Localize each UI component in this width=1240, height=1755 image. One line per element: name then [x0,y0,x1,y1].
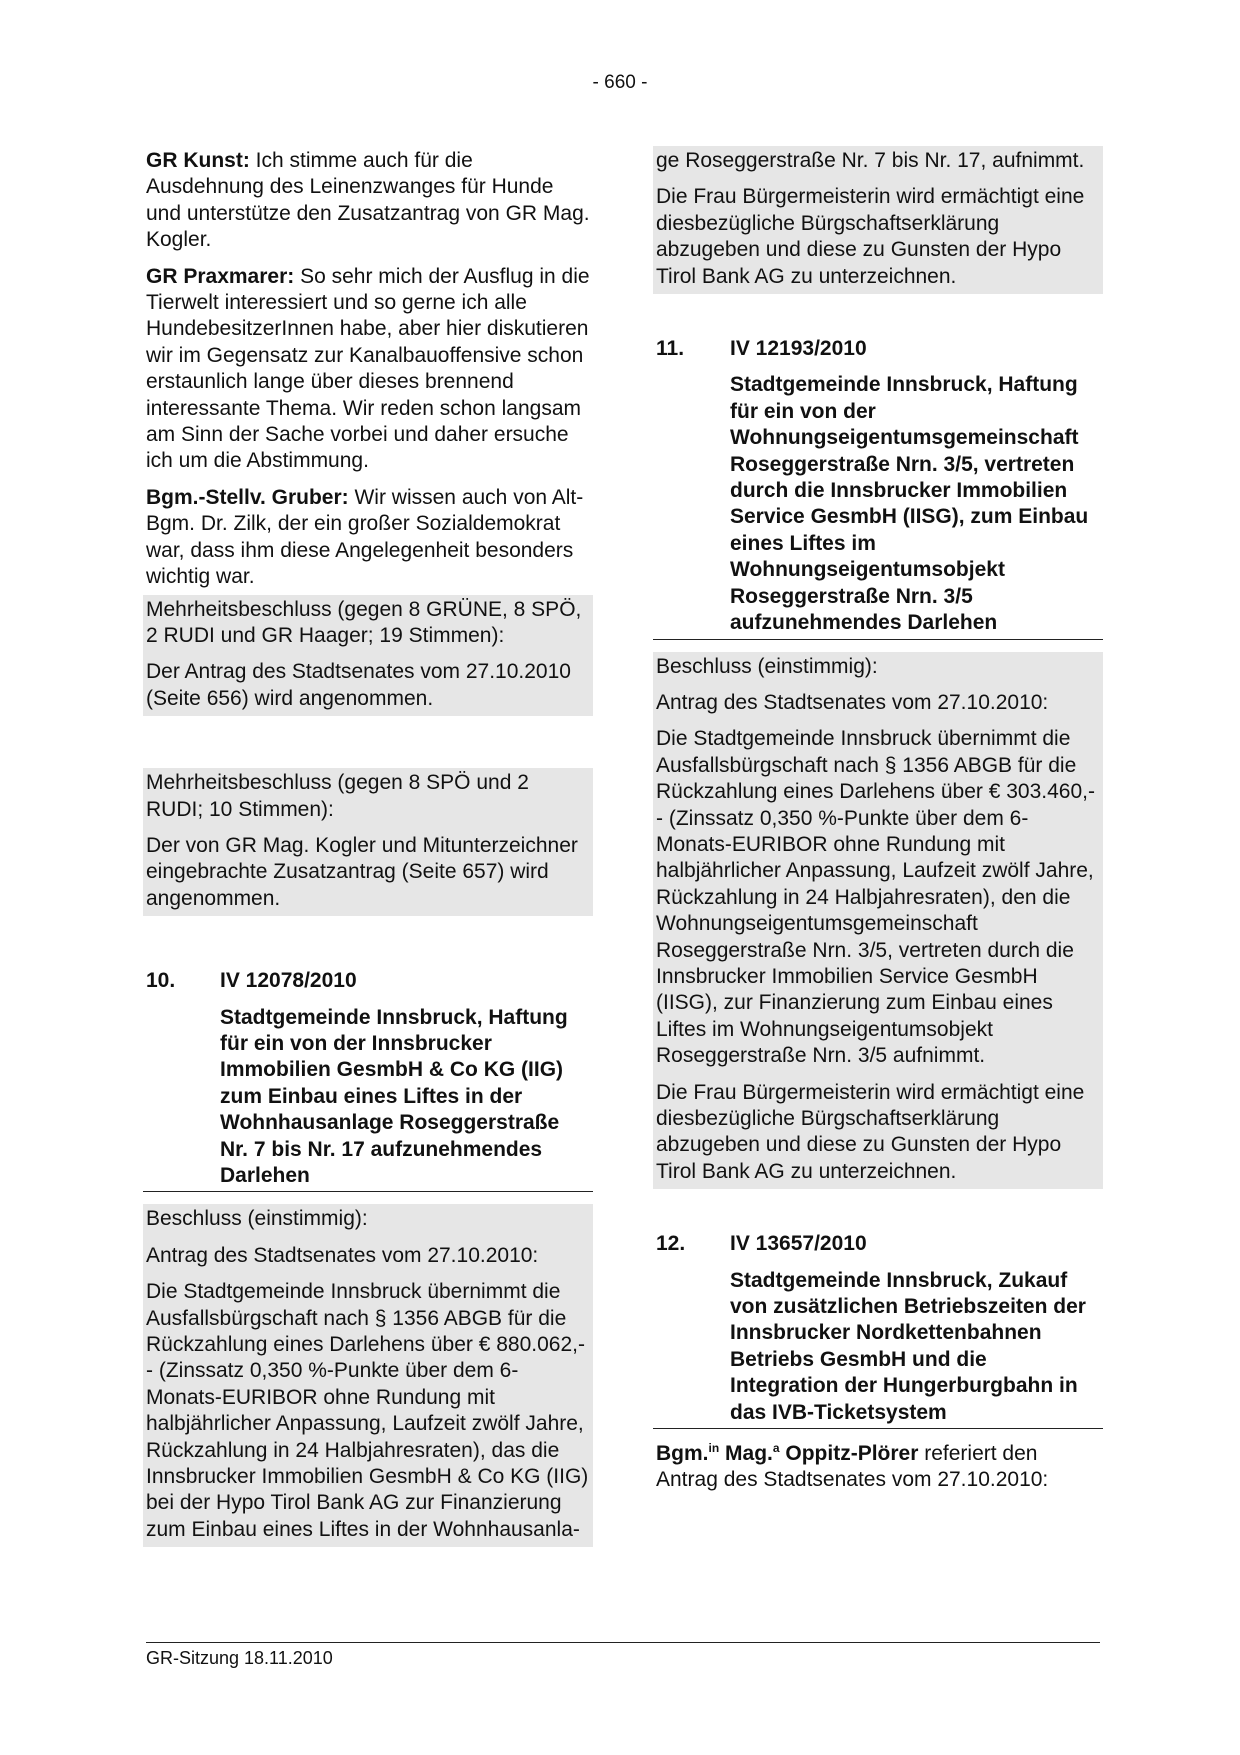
item-10-title: Stadtgemeinde Innsbruck, Haftung für ein von der Innsbrucker Immobilien GesmbH & Co KG (IIG) zum Einbau eines Liftes in der Wohnhausanlage Roseggerstraße Nr. 7 bis Nr. 17 aufzunehmendes Darlehen [220,1005,568,1187]
speech-gruber [146,485,590,591]
divider [653,639,1103,640]
resolution-text: Die Stadtgemeinde Innsbruck übernimmt die Ausfallsbürgschaft nach § 1356 ABGB für die Rückzahlung eines Darlehens über € 880.062,-- (Zinssatz 0,350 %-Punkte über dem 6-Monats-EURIBOR ohne Rundung mit halbjährlicher Anpassung, Laufzeit zwölf Jahre, Rückzahlung in 24 Halbjahresraten), das die Innsbrucker Immobilien GesmbH & Co KG (IIG) bei der Hypo Tirol Bank AG zur Finanzierung zum Einbau eines Liftes in der Wohnhausanla- [146,1280,589,1541]
divider [653,1428,1103,1429]
authorization-text: Die Frau Bürgermeisterin wird ermächtigt eine diesbezügliche Bürgschaftserklärung abzugeben und diese zu Gunsten der Hypo Tirol Bank AG zu unterzeichnen. [656,185,1085,288]
resolution-label: Beschluss (einstimmig): [146,1207,368,1231]
footer-divider [146,1642,1100,1643]
item-12-heading [656,1231,1100,1257]
vote-box-1 [143,595,593,717]
vote-text: Der von GR Mag. Kogler und Mitunterzeichner eingebrachte Zusatzantrag (Seite 657) wird angenommen. [146,833,578,910]
speech-oppitz-ploerer [656,1441,1100,1494]
motion-label: Antrag des Stadtsenates vom 27.10.2010: [146,1243,539,1267]
item-number: 11. [656,337,685,361]
divider [143,1191,593,1192]
vote-result: Mehrheitsbeschluss (gegen 8 SPÖ und 2 RUDI; 10 Stimmen): [146,771,529,821]
vote-box-2 [143,768,593,916]
item-code: IV 13657/2010 [730,1232,867,1256]
left-column [146,148,590,1547]
speech-text: Ich stimme auch für die Ausdehnung des Leinenzwanges für Hunde und unterstütze den Zusatzantrag von GR Mag. Kogler. [146,149,590,252]
speaker-name: GR Praxmarer: [146,264,295,288]
speech-text: So sehr mich der Ausflug in die Tierwelt interessiert und so gerne ich alle HundebesitzerInnen habe, aber hier diskutieren wir im Gegensatz zur Kanalbauoffensive schon erstaunlich lange über dieses brennend interessante Thema. Wir reden schon langsam am Sinn der Sache vorbei und daher ersuche ich um die Abstimmung. [146,264,590,473]
item-number: 12. [656,1232,686,1256]
item-12-title: Stadtgemeinde Innsbruck, Zukauf von zusätzlichen Betriebszeiten der Innsbrucker Nordkettenbahnen Betriebs GesmbH und die Integration der Hungerburgbahn in das IVB-Ticketsystem [730,1268,1086,1424]
item-11-heading [656,336,1100,362]
item-number: 10. [146,969,176,993]
authorization-text: Die Frau Bürgermeisterin wird ermächtigt eine diesbezügliche Bürgschaftserklärung abzugeben und diese zu Gunsten der Hypo Tirol Bank AG zu unterzeichnen. [656,1080,1085,1183]
vote-result: Mehrheitsbeschluss (gegen 8 GRÜNE, 8 SPÖ, 2 RUDI und GR Haager; 19 Stimmen): [146,597,582,647]
item-11-resolution-box [653,652,1103,1190]
resolution-label: Beschluss (einstimmig): [656,654,878,678]
item-code: IV 12078/2010 [220,969,357,993]
item-code: IV 12193/2010 [730,337,867,361]
footer: GR-Sitzung 18.11.2010 [146,1648,333,1668]
speech-text: referiert den Antrag des Stadtsenates vom 27.10.2010: [656,1442,1049,1492]
speech-text: Wir wissen auch von Alt-Bgm. Dr. Zilk, der ein großer Sozialdemokrat war, dass ihm diese Angelegenheit besonders wichtig war. [146,485,584,589]
speech-kunst [146,148,590,254]
resolution-text: ge Roseggerstraße Nr. 7 bis Nr. 17, aufnimmt. [656,149,1085,172]
page-number: - 660 - [592,72,648,93]
resolution-text: Die Stadtgemeinde Innsbruck übernimmt die Ausfallsbürgschaft nach § 1356 ABGB für die Rückzahlung eines Darlehens über € 303.460,-- (Zinssatz 0,350 %-Punkte über dem 6-Monats-EURIBOR ohne Rundung mit halbjährlicher Anpassung, Laufzeit zwölf Jahre, Rückzahlung in 24 Halbjahresraten), den die Wohnungseigentumsgemeinschaft Roseggerstraße Nrn. 3/5, vertreten durch die Innsbrucker Immobilien Service GesmbH (IISG), zur Finanzierung zum Einbau eines Liftes im Wohnungseigentumsobjekt Roseggerstraße Nrn. 3/5 aufnimmt. [656,727,1095,1068]
item-11-title: Stadtgemeinde Innsbruck, Haftung für ein von der Wohnungseigentumsgemeinschaft Roseggerstraße Nrn. 3/5, vertreten durch die Innsbrucker Immobilien Service GesmbH (IISG), zum Einbau eines Liftes im Wohnungseigentumsobjekt Roseggerstraße Nrn. 3/5 aufzunehmendes Darlehen [730,373,1089,635]
vote-text: Der Antrag des Stadtsenates vom 27.10.2010 (Seite 656) wird angenommen. [146,660,571,710]
motion-label: Antrag des Stadtsenates vom 27.10.2010: [656,690,1049,714]
speaker-name: Bgm.$^{in}$ Mag.$^a$ Oppitz-Plörer [656,1441,919,1466]
item-10-continuation-box [653,146,1103,294]
item-10-heading [146,968,590,994]
item-10-resolution-box [143,1204,593,1547]
right-column [656,148,1100,1494]
speech-praxmarer [146,264,590,475]
speaker-name: GR Kunst: [146,149,250,172]
speaker-name: Bgm.-Stellv. Gruber: [146,485,349,509]
